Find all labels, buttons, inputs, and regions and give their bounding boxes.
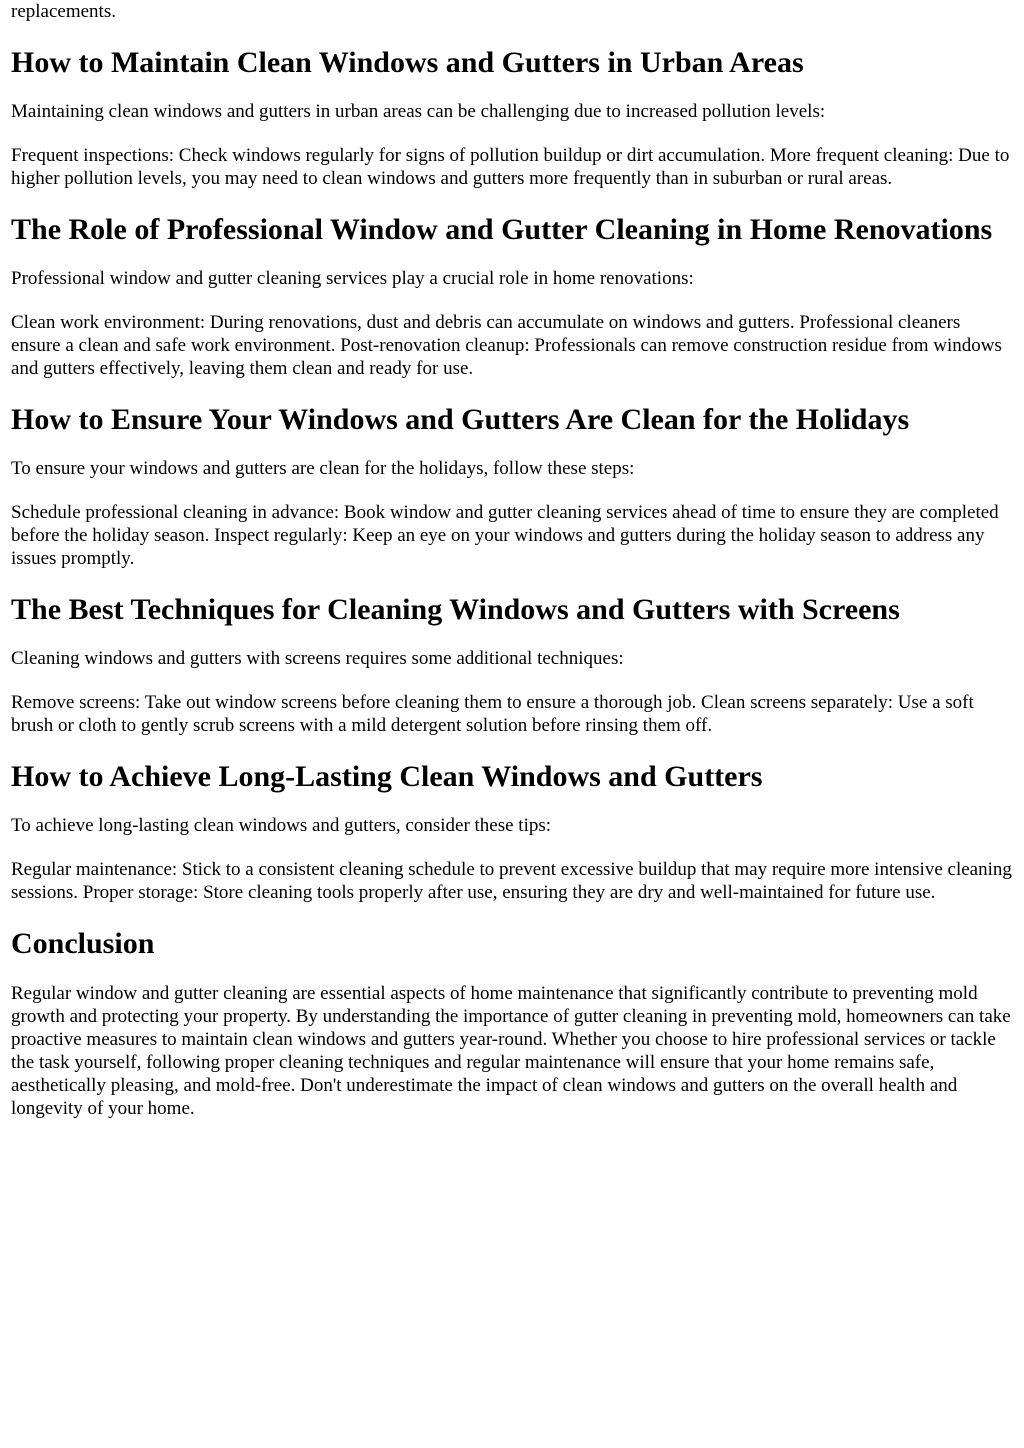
section-heading: The Best Techniques for Cleaning Windows and Gutters with Screens	[11, 593, 900, 626]
section-intro: To ensure your windows and gutters are clean for the holidays, follow these steps:	[11, 458, 635, 479]
top-fragment-text: replacements.	[11, 1, 116, 22]
section-intro: Cleaning windows and gutters with screens requires some additional techniques:	[11, 648, 624, 669]
section-body: Clean work environment: During renovations, dust and debris can accumulate on windows and gutters. Professional cleaners ensure a clean and safe work environment. Post-renovation cleanup: Professionals can remove construction residue from windows and gutters effectively, leaving them clean and ready for use.	[11, 312, 1002, 379]
section-long-lasting	[11, 759, 1014, 904]
section-home-renovations	[11, 212, 1014, 380]
section-heading: The Role of Professional Window and Gutter Cleaning in Home Renovations	[11, 213, 993, 246]
section-heading: How to Achieve Long-Lasting Clean Windows and Gutters	[11, 760, 763, 793]
article-page	[11, 0, 1014, 1120]
section-heading: Conclusion	[11, 927, 155, 960]
section-body: Regular window and gutter cleaning are essential aspects of home maintenance that significantly contribute to preventing mold growth and protecting your property. By understanding the importance of gutter cleaning in preventing mold, homeowners can take proactive measures to maintain clean windows and gutters year-round. Whether you choose to hire professional services or tackle the task yourself, following proper cleaning techniques and regular maintenance will ensure that your home remains safe, aesthetically pleasing, and mold-free. Don't underestimate the impact of clean windows and gutters on the overall health and longevity of your home.	[11, 983, 1011, 1119]
section-urban-areas	[11, 45, 1014, 190]
section-body: Schedule professional cleaning in advance: Book window and gutter cleaning services ahead of time to ensure they are completed before the holiday season. Inspect regularly: Keep an eye on your windows and gutters during the holiday season to address any issues promptly.	[11, 502, 999, 569]
section-intro: Maintaining clean windows and gutters in urban areas can be challenging due to increased pollution levels:	[11, 101, 826, 122]
section-heading: How to Maintain Clean Windows and Gutters in Urban Areas	[11, 46, 804, 79]
section-intro: Professional window and gutter cleaning services play a crucial role in home renovations:	[11, 268, 694, 289]
section-holidays	[11, 402, 1014, 570]
section-body: Remove screens: Take out window screens before cleaning them to ensure a thorough job. Clean screens separately: Use a soft brush or cloth to gently scrub screens with a mild detergent solution before rinsing them off.	[11, 692, 974, 736]
section-conclusion	[11, 926, 1014, 1120]
section-screens	[11, 592, 1014, 737]
section-intro: To achieve long-lasting clean windows and gutters, consider these tips:	[11, 815, 552, 836]
section-body: Frequent inspections: Check windows regularly for signs of pollution buildup or dirt accumulation. More frequent cleaning: Due to higher pollution levels, you may need to clean windows and gutters more frequently than in suburban or rural areas.	[11, 145, 1010, 189]
section-body: Regular maintenance: Stick to a consistent cleaning schedule to prevent excessive buildup that may require more intensive cleaning sessions. Proper storage: Store cleaning tools properly after use, ensuring they are dry and well-maintained for future use.	[11, 859, 1012, 903]
section-heading: How to Ensure Your Windows and Gutters Are Clean for the Holidays	[11, 403, 910, 436]
